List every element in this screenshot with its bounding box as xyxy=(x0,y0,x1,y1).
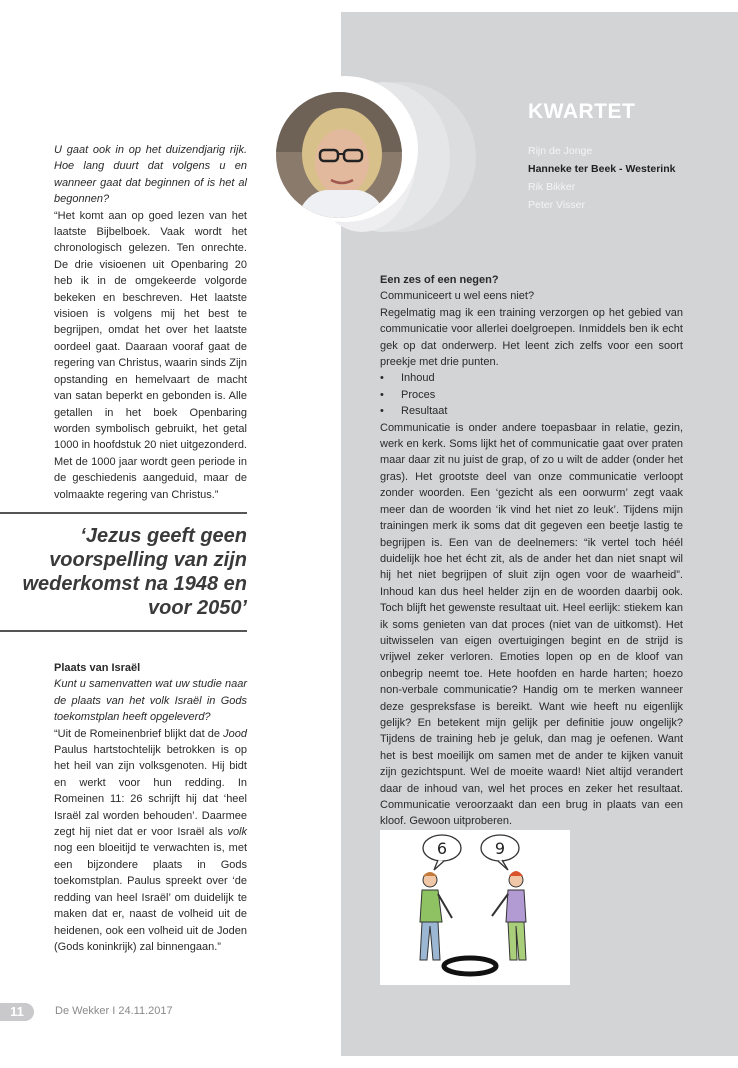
quote-divider-bottom xyxy=(0,630,247,632)
interview-column-top xyxy=(54,142,247,503)
floor-digit: 6 xyxy=(469,980,471,981)
author-portrait-photo xyxy=(276,92,402,218)
article-subquestion: Communiceert u wel eens niet? xyxy=(380,290,535,303)
footer-publication: De Wekker I 24.11.2017 xyxy=(55,1005,173,1017)
answer-text: Paulus hartstochtelijk betrokken is op het heil van zijn volksgenoten. Hij bidt en werkt voor hun redding. In Romeinen 11: 26 schrijft hij dat ‘heel Israël zal worden behouden’. Daarmee zegt hij niet dat er voor Israël als xyxy=(54,744,247,839)
pull-quote: ‘Jezus geeft geen voorspelling van zijn wederkomst na 1948 en voor 2050’ xyxy=(22,525,247,619)
interview-question: U gaat ook in op het duizendjarig rijk. Hoe lang duurt dat volgens u en wanneer gaat dat beginnen of is het al begonnen? xyxy=(54,144,247,206)
answer-emphasis: Jood xyxy=(223,727,247,740)
bubble-right-digit: 9 xyxy=(494,839,506,858)
article-paragraph: Regelmatig mag ik een training verzorgen op het gebied van communicatie voor allerlei doelgroepen. Inmiddels ben ik echt gek op dat onderwerp. Het leent zich zelfs voor een soort preekje met drie punten. xyxy=(380,306,683,369)
kwartet-name: Rijn de Jonge xyxy=(528,145,593,157)
article-bullet-list xyxy=(380,370,683,419)
kwartet-name-current-author: Hanneke ter Beek - Westerink xyxy=(528,163,676,175)
interview-question: Kunt u samenvatten wat uw studie naar de plaats van het volk Israël in Gods toekomstplan heeft opgeleverd? xyxy=(54,678,247,724)
interview-answer xyxy=(54,726,247,956)
interview-answer: “Het komt aan op goed lezen van het laatste Bijbelboek. Vaak wordt het chronologisch gelezen. Ten onrechte. De drie visioenen uit Openbaring 20 heb ik in de omgekeerde volgorde bekeken en beschreven. Het laatste visioen is volgens mij het best te begrijpen, omdat het over het laatste oordeel gaat. Daaraan vooraf gaat de regering van Christus, waarin sinds Zijn opstanding en hemelvaart de macht van satan beperkt en gebonden is. Alle getallen in het boek Openbaring worden symbolisch gebruikt, het getal 1000 in hoofdstuk 20 niet uitgezonderd. Met de 1000 jaar wordt geen periode in de geschiedenis aangeduid, maar de volmaakte regering van Christus.” xyxy=(54,209,247,501)
interview-column-bottom xyxy=(54,660,247,955)
kwartet-article xyxy=(380,272,683,830)
bullet-item: • Inhoud xyxy=(380,370,683,386)
kwartet-names-list xyxy=(528,142,675,214)
kwartet-title: KWARTET xyxy=(528,100,636,123)
answer-emphasis: volk xyxy=(227,826,247,839)
article-heading: Een zes of een negen? xyxy=(380,274,499,286)
page-number: 11 xyxy=(0,1003,34,1021)
article-paragraph: Communicatie is onder andere toepasbaar in relatie, gezin, werk en kerk. Soms lijkt het of communicatie gaat over praten maar daar zit nu juist de grap, of zo u wilt de adder (onder het gras). Het grootste deel van onze communicatie verloopt zonder woorden. Een ‘gezicht als een oorwurm’ zegt vaak meer dan de woorden ‘ik vind het niet zo leuk’. Tijdens mijn trainingen merk ik soms dat dit gegeven een beetje lastig te begrijpen is. Een van de deelnemers: “ik vertel toch héél duidelijk hoe het écht zit, als de ander het dan niet snapt wil hij het niet begrijpen of sluit zijn ogen voor de waarheid”. Inhoud kan dus heel helder zijn en de woorden daarbij ook. Toch blijft het gewenste resultaat uit. Heel eerlijk: stiekem kan ik soms genieten van dat proces (niet van de uitkomst). Het uitwisselen van eigen overtuigingen begint en de strijd is vrijwel zeker verloren. Emoties lopen op en de kloof van onbegrip neemt toe. Hete hoofden en harde harten; hoezo non-verbale communicatie? Handig om te merken wanneer deze gespreksfase is bereikt. Want wie heeft nu eigenlijk gelijk? En betekent mijn gelijk per definitie jouw ongelijk? Tijdens de training heb je geluk, dan mag je oefenen. Want het is best moeilijk om samen met de ander te kijken vanuit zijn gezichtspunt. Wel de moeite waard! Niet altijd verandert daar de inhoud van, wel het proces en zeker het resultaat. Communicatie veroorzaakt dan een brug in plaats van een kloof. Gewoon uitproberen. xyxy=(380,421,683,828)
six-or-nine-cartoon xyxy=(380,830,570,985)
bullet-item: • Resultaat xyxy=(380,403,683,419)
answer-text: nog een bloeitijd te verwachten is, met een bijzondere plaats in Gods toekomstplan. Paulus spreekt over ‘de redding van heel Israël’ om duidelijk te maken dat er, naast de volheid uit de heidenen, ook een volheid uit de Joden (Gods koninkrijk) zal binnengaan.” xyxy=(54,842,247,953)
kwartet-name: Rik Bikker xyxy=(528,181,576,193)
kwartet-name: Peter Visser xyxy=(528,199,585,211)
section-heading: Plaats van Israël xyxy=(54,662,141,674)
quote-divider-top xyxy=(0,512,247,514)
bubble-left-digit: 6 xyxy=(436,839,448,858)
bullet-item: • Proces xyxy=(380,387,683,403)
answer-text: “Uit de Romeinenbrief blijkt dat de xyxy=(54,727,224,740)
